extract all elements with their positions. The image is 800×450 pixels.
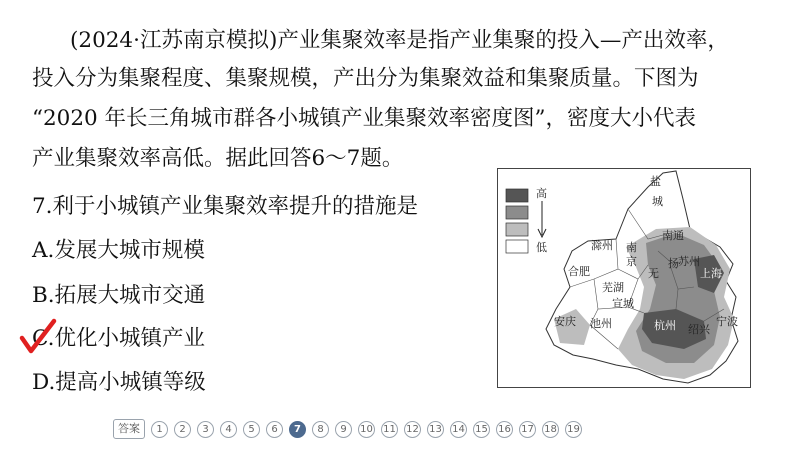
answer-button[interactable]: 答案 [113, 419, 145, 439]
city-yangzhou: 扬 [668, 257, 679, 270]
page-button-4[interactable]: 4 [220, 421, 237, 438]
city-xuancheng: 宣城 [612, 297, 634, 310]
page-button-17[interactable]: 17 [519, 421, 536, 438]
page-button-9[interactable]: 9 [335, 421, 352, 438]
city-yancheng-2: 城 [652, 195, 663, 208]
page-button-16[interactable]: 16 [496, 421, 513, 438]
legend-swatch-mid [506, 206, 528, 219]
check-mark-icon [18, 318, 58, 358]
page-button-12[interactable]: 12 [404, 421, 421, 438]
stem-line-2: 投入分为集聚程度、集聚规模，产出分为集聚效益和集聚质量。下图为 [32, 66, 699, 91]
page-button-19[interactable]: 19 [565, 421, 582, 438]
legend-swatch-high [506, 189, 528, 202]
option-c[interactable]: C.优化小城镇产业 [32, 326, 206, 351]
city-ningbo: 宁波 [716, 315, 738, 328]
city-nanjing-1: 南 [626, 241, 637, 254]
legend-swatch-low [506, 240, 528, 253]
city-shaoxing: 绍兴 [688, 323, 710, 336]
option-d[interactable]: D.提高小城镇等级 [32, 370, 206, 395]
legend-swatch-lowmid [506, 223, 528, 236]
page-button-2[interactable]: 2 [174, 421, 191, 438]
page-button-11[interactable]: 11 [381, 421, 398, 438]
page-button-15[interactable]: 15 [473, 421, 490, 438]
page-button-1[interactable]: 1 [151, 421, 168, 438]
city-shanghai: 上海 [700, 267, 722, 280]
page-button-10[interactable]: 10 [358, 421, 375, 438]
density-map-svg [498, 169, 750, 387]
question-text: 7.利于小城镇产业集聚效率提升的措施是 [32, 194, 419, 219]
legend-low-label: 低 [536, 241, 547, 254]
stem-line-1: (2024·江苏南京模拟)产业集聚效率是指产业集聚的投入—产出效率， [70, 28, 729, 53]
city-chizhou: 池州 [590, 317, 612, 330]
option-a[interactable]: A.发展大城市规模 [32, 238, 205, 263]
city-hefei: 合肥 [568, 265, 590, 278]
city-wuxi: 无 [648, 267, 659, 280]
page-button-3[interactable]: 3 [197, 421, 214, 438]
stem-line-3: “2020 年长三角城市群各小城镇产业集聚效率密度图”，密度大小代表 [32, 106, 697, 131]
city-suzhou: 苏州 [678, 255, 700, 268]
page-button-14[interactable]: 14 [450, 421, 467, 438]
city-nanjing-2: 京 [626, 255, 637, 268]
city-nantong: 南通 [662, 229, 684, 242]
density-map [497, 168, 751, 388]
page-button-13[interactable]: 13 [427, 421, 444, 438]
page-button-8[interactable]: 8 [312, 421, 329, 438]
city-chuzhou: 滁州 [591, 239, 613, 252]
page-button-6[interactable]: 6 [266, 421, 283, 438]
stem-line-4: 产业集聚效率高低。据此回答6～7题。 [32, 146, 404, 171]
city-yancheng-1: 盐 [650, 175, 661, 188]
city-hangzhou: 杭州 [654, 319, 676, 332]
city-wuhu: 芜湖 [602, 281, 624, 294]
page-button-7-current[interactable]: 7 [289, 421, 306, 438]
question-pager [113, 419, 582, 439]
page-button-18[interactable]: 18 [542, 421, 559, 438]
legend-high-label: 高 [536, 187, 547, 200]
city-anqing: 安庆 [554, 315, 576, 328]
page-button-5[interactable]: 5 [243, 421, 260, 438]
option-b[interactable]: B.拓展大城市交通 [32, 283, 206, 308]
